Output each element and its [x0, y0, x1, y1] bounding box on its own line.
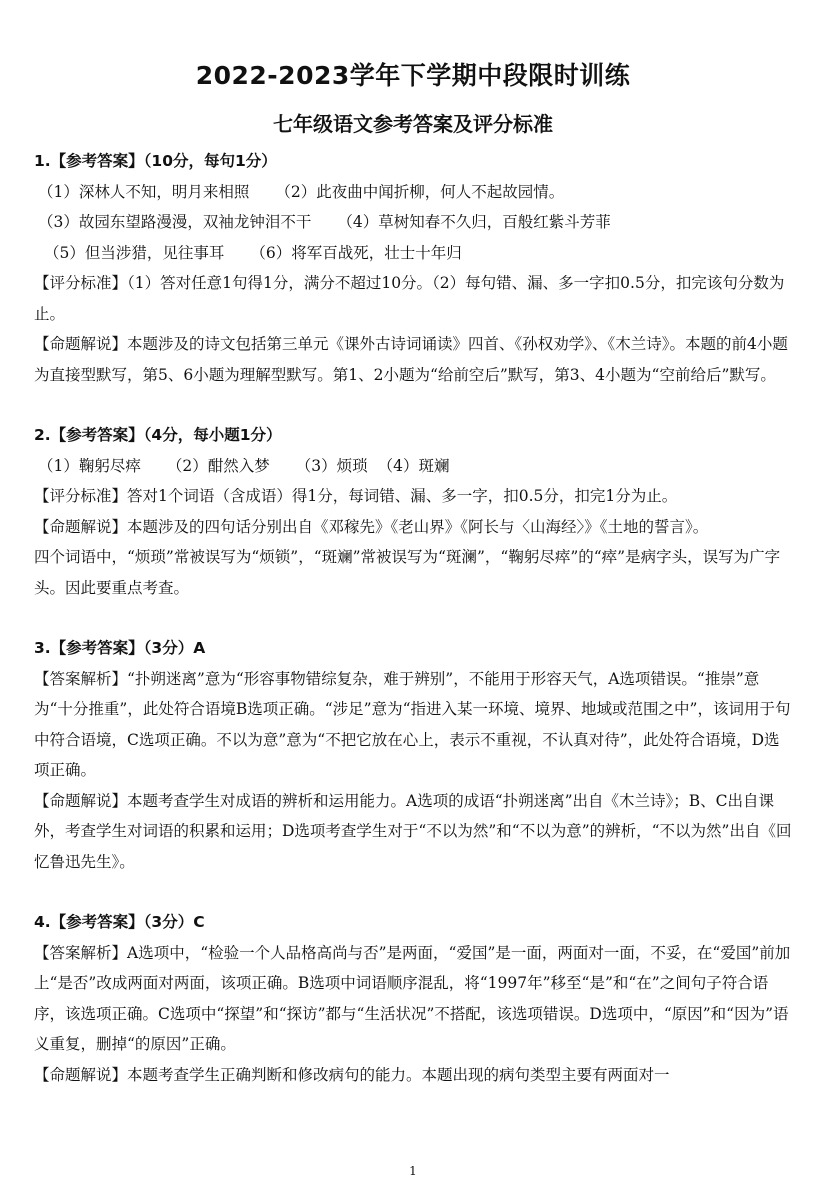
answer-item: （6）将军百战死，壮士十年归 [250, 243, 462, 262]
section-2-explanation: 【命题解说】本题涉及的四句话分别出自《邓稼先》《老山界》《阿长与〈山海经〉》《土地的誓言》。 [34, 517, 709, 536]
section-4-header: 4.【参考答案】（3分）C [34, 913, 205, 931]
section-1-explanation: 【命题解说】本题涉及的诗文包括第三单元《课外古诗词诵读》四首、《孙权劝学》、《木兰诗》。本题的前4小题为直接型默写，第5、6小题为理解型默写。第1、2小题为“给前空后”默写，第3、4小题为“空前给后”默写。 [34, 335, 788, 384]
answer-item: （2）此夜曲中闻折柳，何人不起故园情。 [275, 182, 565, 201]
section-2-scoring: 【评分标准】答对1个词语（含成语）得1分，每词错、漏、多一字，扣0.5分，扣完1分为止。 [34, 487, 678, 505]
page-title: 2022-2023学年下学期中段限时训练 [195, 61, 631, 90]
section-3-explanation: 【命题解说】本题考查学生对成语的辨析和运用能力。A选项的成语“扑朔迷离”出自《木兰诗》；B、C出自课外，考查学生对词语的积累和运用；D选项考查学生对于“不以为然”和“不以为意”的辨析，“不以为然”出自《回忆鲁迅先生》。 [34, 791, 792, 871]
section-1-header: 1.【参考答案】（10分，每句1分） [34, 152, 277, 170]
answer-content [34, 146, 794, 1090]
section-2-note: 四个词语中，“烦琐”常被误写为“烦锁”，“斑斓”常被误写为“斑澜”，“鞠躬尽瘁”的“瘁”是病字头，误写为广字头。因此要重点考查。 [34, 548, 781, 597]
answer-item: （2）酣然入梦 [166, 456, 270, 475]
section-1-answers-row-1 [34, 177, 794, 208]
section-4-analysis: 【答案解析】A选项中，“检验一个人品格高尚与否”是两面，“爱国”是一面，两面对一面，不妥，在“爱国”前加上“是否”改成两面对两面，该项正确。B选项中词语顺序混乱，将“1997年”移至“是”和“在”之间句子符合语序，该选项正确。C选项中“探望”和“探访”都与“生活状况”不搭配，该选项错误。D选项中，“原因”和“因为”语义重复，删掉“的原因”正确。 [34, 943, 791, 1053]
section-2-answers [34, 451, 794, 482]
answer-item: （4）草树知春不久归，百般红紫斗芳菲 [337, 213, 611, 231]
section-1-answers-row-3 [34, 238, 794, 269]
answer-item: （3）故园东望路漫漫，双袖龙钟泪不干 [38, 213, 312, 231]
section-1-scoring: 【评分标准】（1）答对任意1句得1分，满分不超过10分。（2）每句错、漏、多一字扣0.5分，扣完该句分数为止。 [34, 274, 785, 323]
page-subtitle: 七年级语文参考答案及评分标准 [273, 112, 553, 136]
section-3-header: 3.【参考答案】（3分）A [34, 639, 206, 657]
section-3-analysis: 【答案解析】“扑朔迷离”意为“形容事物错综复杂，难于辨别”，不能用于形容天气，A选项错误。“推崇”意为“十分推重”，此处符合语境B选项正确。“涉足”意为“指进入某一环境、境界、地域或范围之中”，该词用于句中符合语境，C选项正确。不以为意”意为“不把它放在心上，表示不重视，不认真对待”，此处符合语境，D选项正确。 [34, 669, 791, 779]
answer-item: （4）斑斓 [377, 456, 450, 475]
section-2-header: 2.【参考答案】（4分，每小题1分） [34, 426, 282, 444]
page-number: 1 [409, 1164, 417, 1178]
answer-item: （3）烦琐 [295, 456, 368, 475]
answer-item: （1）深林人不知，明月来相照 [38, 182, 250, 201]
section-4-explanation: 【命题解说】本题考查学生正确判断和修改病句的能力。本题出现的病句类型主要有两面对一 [34, 1065, 670, 1084]
section-1-answers-row-2 [34, 207, 794, 238]
answer-item: （5）但当涉猎，见往事耳 [44, 243, 225, 262]
answer-item: （1）鞠躬尽瘁 [38, 456, 141, 475]
